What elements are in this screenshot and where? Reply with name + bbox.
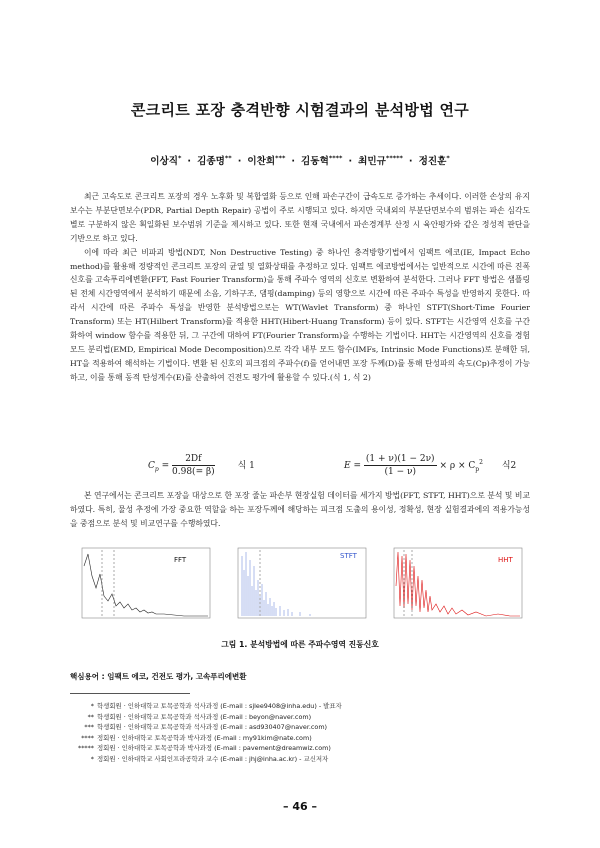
figure-stft (230, 546, 370, 628)
footnote-text: 정회원 · 인하대학교 사회인프라공학과 교수 (E-mail : jhj@inha.ac.kr) - 교신저자 (97, 754, 329, 763)
footnote-mark: * (90, 702, 94, 710)
paragraph-3: 본 연구에서는 콘크리트 포장을 대상으로 한 포장 줄눈 파손부 현장실험 데이터를 세가지 방법(FFT, STFT, HHT)으로 분석 및 비교하였다. 특히, 물성 추정에 가장 중요한 역할을 하는 포장두께에 해당하는 피크점 도출의 용이성, 정확성, 현장 실험결과에의 적용가능성을 중점으로 분석 및 비교연구를 수행하였다. (70, 491, 530, 528)
footnote-text: 정회원 · 인하대학교 토목공학과 박사과정 (E-mail : pavement@dreamwiz.com) (97, 744, 331, 752)
paragraph-2: 이에 따라 최근 비파괴 방법(NDT, Non Destructive Testing) 중 하나인 충격방향기법에서 임팩트 에코(IE, Impact Echo method)를 활용해 정량적인 콘크리트 포장의 균열 및 열화상태를 추정하고 있다. 임팩트 에코방법에서는 일반적으로 시간에 따른 진폭신호를 고속푸리에변환(FFT, Fast Fourier Transform)을 통해 주파수 영역의 신호로 변환하여 분석한다. 그러나 FFT 방법은 샘플링 된 전체 시간영역에서 분석하기 때문에 소음, 기하구조, 댐핑(damping) 등의 영향으로 시간에 따른 주파수 특성을 반영하지 못한다. 따라서 시간에 따른 주파수 특성을 반영한 분석방법으로는 WT(Wavlet Transform) 중 하나인 STFT(Short-Time Fourier Transform) 또는 HT(Hilbert Transform)를 적용한 HHT(Hibert-Huang Transform) 등이 있다. STFT는 시간영역 신호를 구간화하여 window 함수를 적용한 뒤, 그 구간에 대하여 FT(Fourier Transform)을 수행하는 기법이다. HHT는 시간영역의 신호를 경험 모드 분리법(EMD, Empirical Mode Decomposition)으로 각각 내부 모드 함수(IMFs, Intrinsic Mode Functions)로 분해한 뒤, HT을 적용하여 해석하는 기법이다. 변환 된 신호의 피크점의 주파수(f)를 얻어내면 포장 두께(D)를 통해 탄성파의 속도(Cp)추정이 가능하고, 이를 통해 동적 탄성계수(E)를 산출하여 건전도 평가에 활용할 수 있다.(식 1, 식 2) (70, 247, 530, 382)
footnote-mark: ** (87, 712, 94, 721)
author-mark: ** (224, 153, 232, 162)
footnote-text: 정회원 · 인하대학교 토목공학과 박사과정 (E-mail : my91kim@nate.com) (97, 733, 312, 742)
footnote-row (70, 743, 530, 754)
equation-row (70, 453, 530, 481)
author-mark: * (446, 153, 450, 162)
equation-2: E = $\frac{(1 + \nu)(1 - 2\nu)}{(1 - \nu)}$ × $\rho \times C_p^2$ 식2 (344, 454, 517, 477)
author-separator: · (408, 156, 413, 167)
abstract-body-2 (70, 489, 530, 531)
author-name: 최민규 (358, 156, 386, 167)
equation-1: $C_p$ = $\frac{2Df}{0.98(= \beta)}$ 식 1 (148, 454, 255, 477)
author-separator: · (348, 156, 353, 167)
fft-plot (74, 546, 214, 628)
paragraph-1: 최근 고속도로 콘크리트 포장의 경우 노후화 및 복합열화 등으로 인해 파손구간이 급속도로 증가하는 추세이다. 이러한 손상의 유지보수는 부분단면보수(PDR, Partial Depth Repair) 공법이 주로 시행되고 있다. 하지만 국내외의 부분단면보수의 범위는 파손 심각도별로 구분하지 않은 획일화된 보수범위 기준을 제시하고 있다. 또한 현재 국내에서 파손경계부 산정 시 육안평가와 같은 정성적 판단을 기반으로 하고 있다. (70, 192, 530, 243)
author-separator: · (291, 156, 296, 167)
footnotes (70, 701, 530, 764)
footnote-row (70, 733, 530, 744)
hht-label: HHT (498, 556, 513, 564)
author-separator: · (237, 156, 242, 167)
author-separator: · (187, 156, 192, 167)
footnote-mark: * (90, 754, 94, 763)
figure-fft (74, 546, 214, 628)
hht-plot (386, 546, 526, 628)
footnote-row (70, 701, 530, 712)
author-mark: * (178, 153, 182, 162)
figure-caption: 그림 1. 분석방법에 따른 주파수영역 진동신호 (221, 640, 379, 649)
footnote-mark: **** (81, 733, 94, 742)
fft-label: FFT (174, 556, 187, 564)
footnote-mark: ***** (78, 744, 94, 752)
page-number: – 46 – (283, 800, 317, 813)
author-name: 이상직 (150, 156, 179, 167)
footnote-text: 학생회원 · 인하대학교 토목공학과 석사과정 (E-mail : beyon@naver.com) (97, 712, 312, 721)
footnote-row (70, 754, 530, 765)
keywords: 핵심용어 : 임팩트 에코, 건전도 평가, 고속푸리에변환 (70, 672, 247, 681)
footnote-row (70, 712, 530, 723)
stft-plot (230, 546, 370, 628)
author-mark: *** (275, 153, 286, 162)
footnote-text: 학생회원 · 인하대학교 토목공학과 석사과정 (E-mail : asd930407@naver.com) (97, 723, 328, 731)
stft-label: STFT (340, 552, 357, 560)
author-mark: **** (328, 153, 343, 162)
figure-panel (70, 546, 530, 628)
abstract-body (70, 190, 530, 385)
author-name: 이찬희 (247, 156, 276, 167)
author-name: 김동혁 (301, 156, 329, 167)
figure-hht (386, 546, 526, 628)
footnote-row (70, 722, 530, 733)
author-list (0, 153, 600, 167)
author-name: 김종명 (197, 156, 225, 167)
footnote-text: 학생회원 · 인하대학교 토목공학과 석사과정 (E-mail : sjlee9408@inha.edu) - 발표자 (97, 702, 342, 710)
paper-title: 콘크리트 포장 충격반향 시험결과의 분석방법 연구 (130, 101, 470, 119)
equation-1-label: 식 1 (237, 461, 255, 471)
author-name: 정진훈 (418, 156, 447, 167)
author-mark: ***** (385, 153, 403, 162)
equation-2-label: 식2 (501, 461, 517, 471)
footnote-divider (70, 693, 190, 694)
footnote-mark: *** (84, 723, 94, 731)
